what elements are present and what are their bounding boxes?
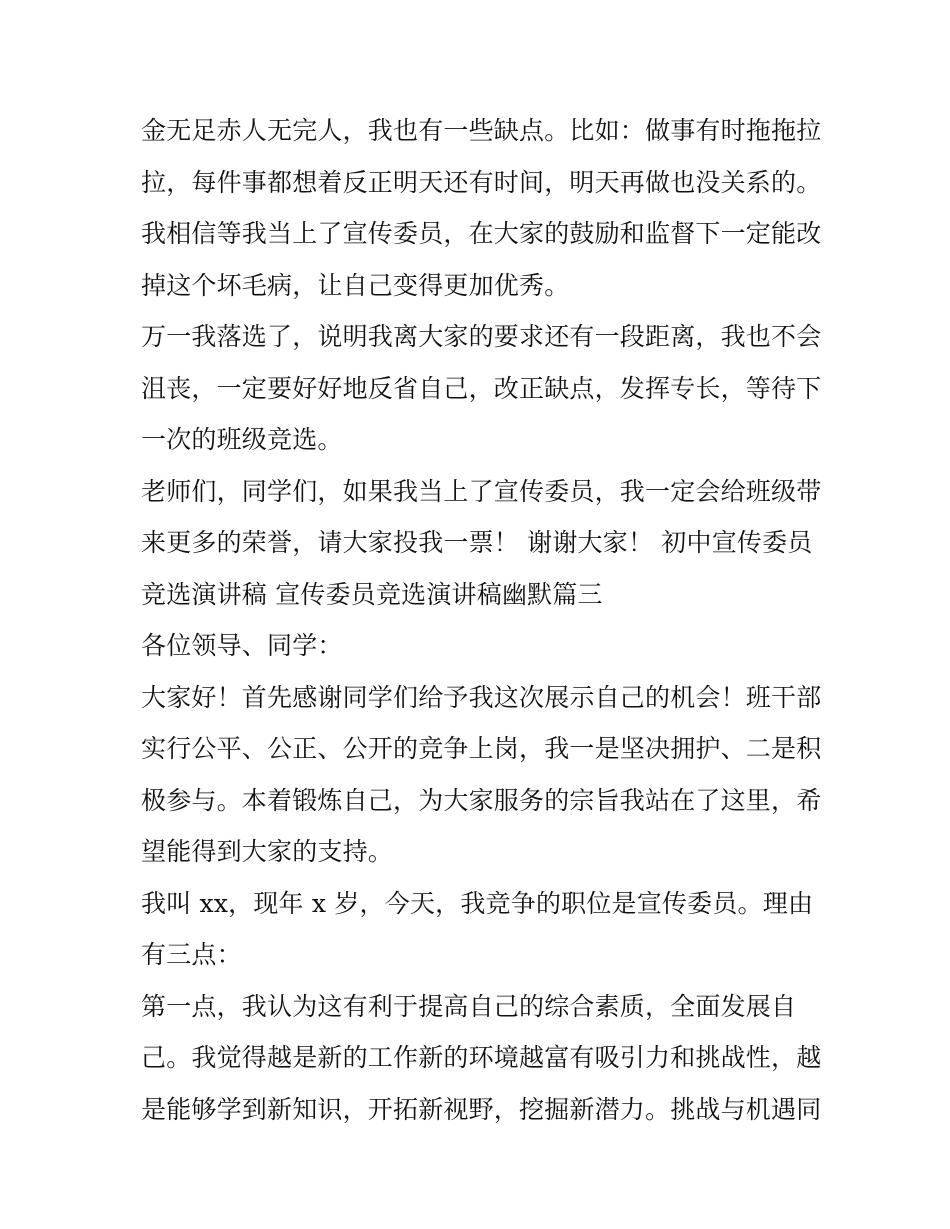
text-line: 来更多的荣誉，请大家投我一票！ 谢谢大家！ 初中宣传委员 — [141, 528, 813, 557]
text-line: 一次的班级竞选。 — [141, 425, 343, 454]
text-line: 有三点： — [141, 940, 242, 969]
text-line: 我叫 xx，现年 x 岁，今天，我竞争的职位是宣传委员。理由 — [141, 888, 814, 918]
text-line: 掉这个坏毛病，让自己变得更加优秀。 — [141, 270, 570, 300]
text-line: 极参与。本着锻炼自己，为大家服务的宗旨我站在了这里，希 — [141, 785, 822, 815]
text-line: 己。我觉得越是新的工作新的环境越富有吸引力和挑战性，越 — [141, 1043, 822, 1072]
text-line: 沮丧，一定要好好地反省自己，改正缺点，发挥专长，等待下 — [141, 373, 822, 403]
text-line: 我相信等我当上了宣传委员，在大家的鼓励和监督下一定能改 — [141, 219, 822, 248]
text-line: 大家好！首先感谢同学们给予我这次展示自己的机会！班干部 — [141, 682, 822, 712]
text-line: 实行公平、公正、公开的竞争上岗，我一是坚决拥护、二是积 — [141, 734, 822, 763]
text-line: 竞选演讲稿 宣传委员竞选演讲稿幽默篇三 — [141, 579, 603, 609]
text-line: 金无足赤人无完人，我也有一些缺点。比如：做事有时拖拖拉 — [141, 116, 822, 145]
text-line: 是能够学到新知识，开拓新视野，挖掘新潜力。挑战与机遇同 — [141, 1094, 822, 1124]
text-line: 万一我落选了，说明我离大家的要求还有一段距离，我也不会 — [141, 322, 822, 351]
text-line: 各位领导、同学： — [141, 631, 343, 660]
text-line: 望能得到大家的支持。 — [141, 837, 394, 866]
text-line: 老师们，同学们，如果我当上了宣传委员，我一定会给班级带 — [141, 476, 822, 506]
text-line: 拉，每件事都想着反正明天还有时间，明天再做也没关系的。 — [141, 167, 822, 197]
text-line: 第一点，我认为这有利于提高自己的综合素质，全面发展自 — [141, 991, 797, 1021]
document-body — [141, 105, 821, 1135]
